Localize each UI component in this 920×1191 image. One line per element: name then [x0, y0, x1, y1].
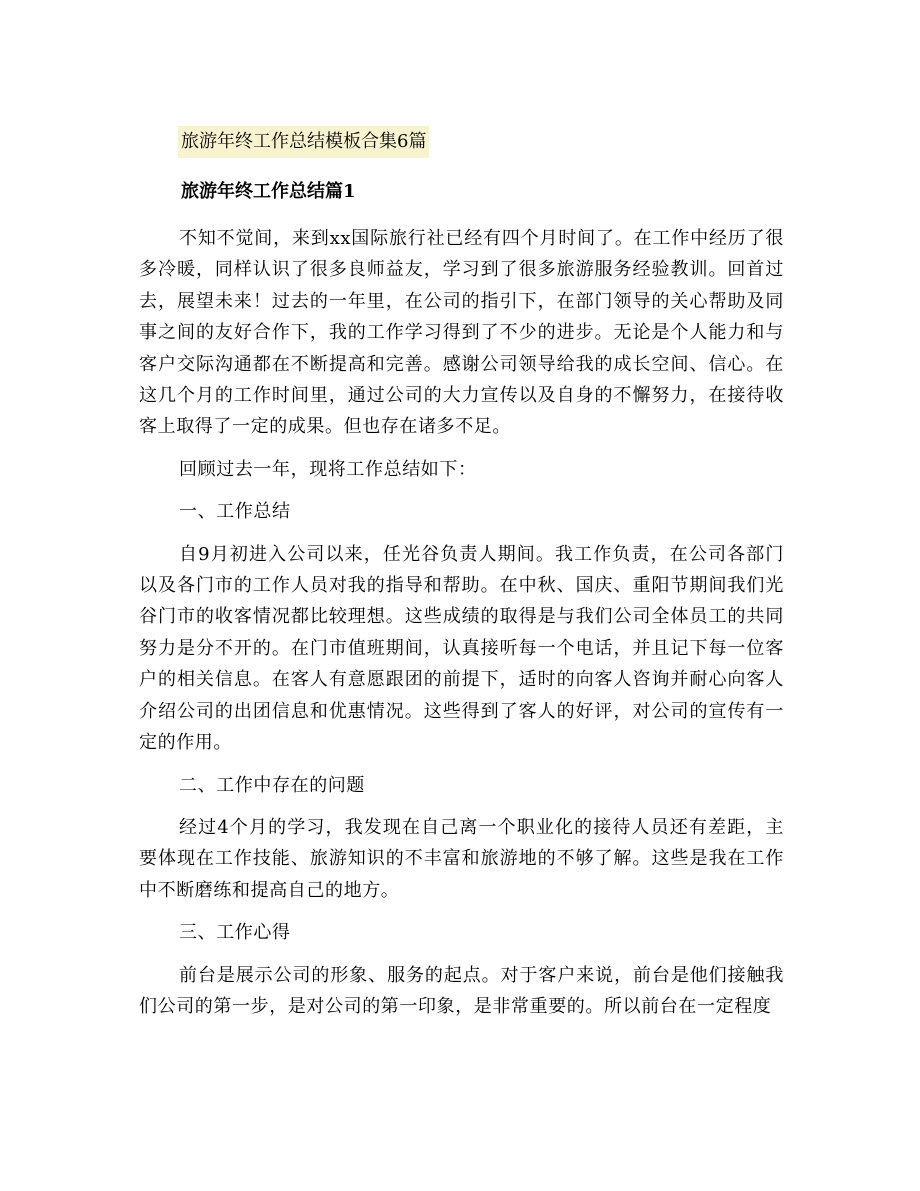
heading-work-summary: 一、工作总结: [179, 501, 291, 523]
paragraph-experience: 前台是展示公司的形象、服务的起点。对于客户来说，前台是他们接触我们公司的第一步，是对公司的第一印象，是非常重要的。所以前台在一定程度: [139, 964, 784, 1017]
paragraph-problems: 经过4个月的学习，我发现在自己离一个职业化的接待人员还有差距，主要体现在工作技能、旅游知识的不丰富和旅游地的不够了解。这些是我在工作中不断磨练和提高自己的地方。: [139, 816, 784, 901]
document-body: [139, 223, 784, 1033]
paragraph-intro: 不知不觉间，来到xx国际旅行社已经有四个月时间了。在工作中经历了很多冷暖，同样认识了很多良师益友，学习到了很多旅游服务经验教训。回首过去，展望未来！过去的一年里，在公司的指引下，在部门领导的关心帮助及同事之间的友好合作下，我的工作学习得到了不少的进步。无论是个人能力和与客户交际沟通都在不断提高和完善。感谢公司领导给我的成长空间、信心。在这几个月的工作时间里，通过公司的大力宣传以及自身的不懈努力，在接待收客上取得了一定的成果。但也存在诸多不足。: [139, 228, 784, 438]
paragraph-review: 回顾过去一年，现将工作总结如下：: [179, 458, 477, 480]
heading-experience: 三、工作心得: [179, 922, 291, 944]
section-title: 旅游年终工作总结篇1: [181, 181, 356, 202]
heading-problems: 二、工作中存在的问题: [179, 774, 365, 796]
document-title: 旅游年终工作总结模板合集6篇: [178, 126, 429, 158]
paragraph-work-summary: 自9月初进入公司以来，任光谷负责人期间。我工作负责，在公司各部门以及各门市的工作人员对我的指导和帮助。在中秋、国庆、重阳节期间我们光谷门市的收客情况都比较理想。这些成绩的取得是与我们公司全体员工的共同努力是分不开的。在门市值班期间，认真接听每一个电话，并且记下每一位客户的相关信息。在客人有意愿跟团的前提下，适时的向客人咨询并耐心向客人介绍公司的出团信息和优惠情况。这些得到了客人的好评，对公司的宣传有一定的作用。: [139, 543, 784, 754]
